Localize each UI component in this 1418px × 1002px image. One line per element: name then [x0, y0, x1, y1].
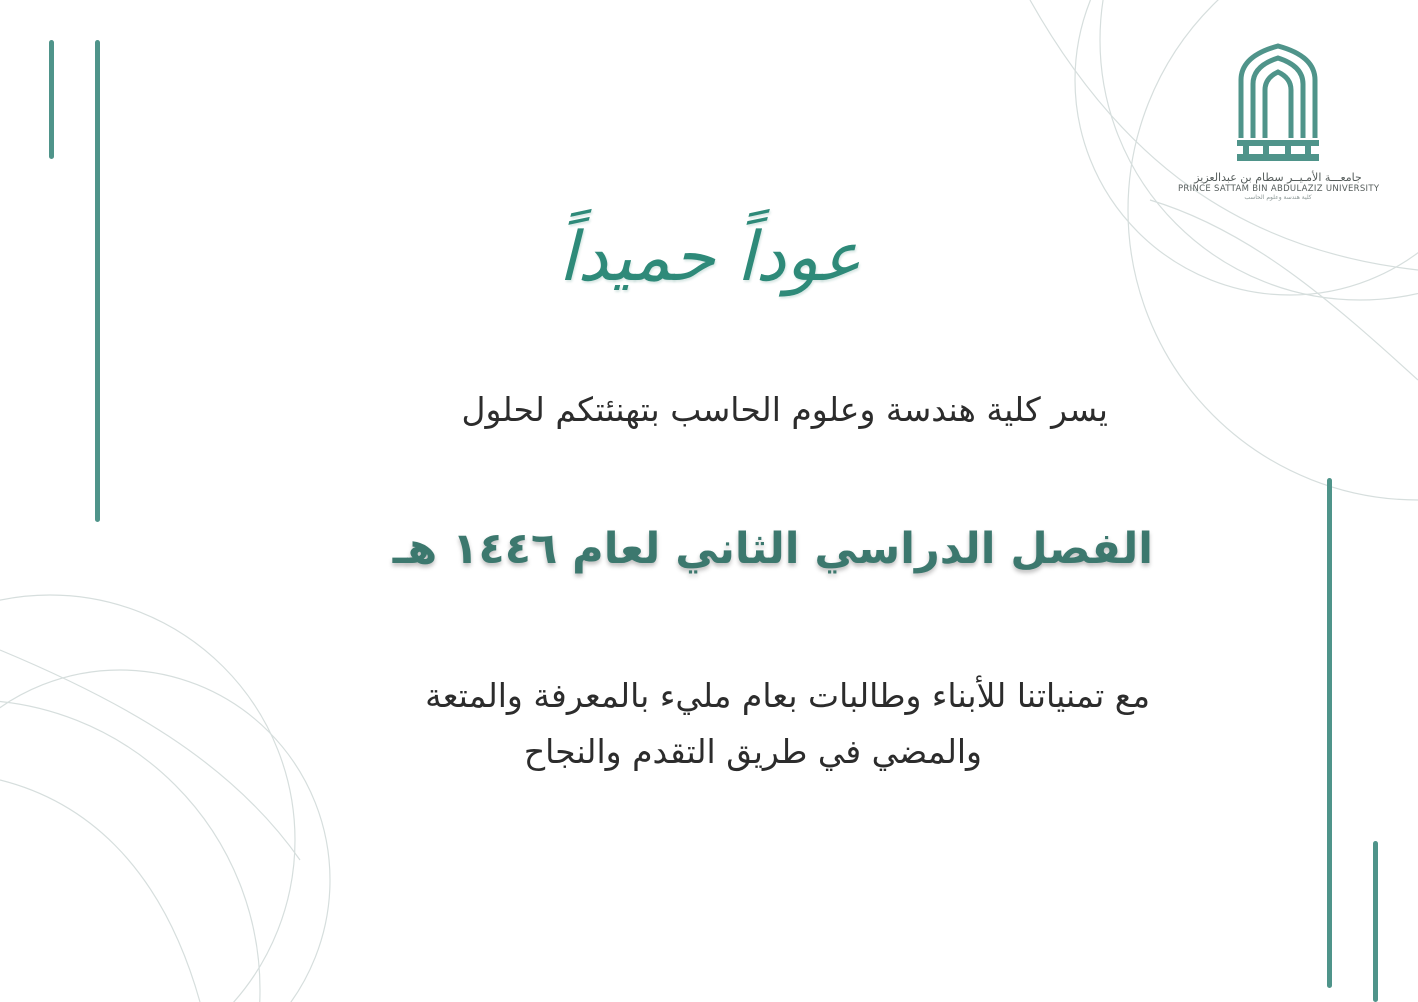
university-name-arabic: جامعـــة الأمـيــر سطام بن عبدالعزيز: [1194, 171, 1362, 184]
university-logo: [1178, 40, 1378, 201]
university-name-english: PRINCE SATTAM BIN ABDULAZIZ UNIVERSITY: [1178, 184, 1380, 194]
accent-bar-right-short: [1373, 841, 1378, 1002]
accent-bar-left-tall: [95, 40, 100, 522]
arch-mark-icon: [1233, 40, 1323, 165]
accent-bar-left: [49, 40, 54, 159]
college-name: كلية هندسة وعلوم الحاسب: [1244, 194, 1312, 201]
welcome-back-calligraphy: عوداً حميداً: [558, 218, 862, 297]
intro-text: يسر كلية هندسة وعلوم الحاسب بتهنئتكم لحلول: [461, 390, 1108, 429]
wishes-line-2: والمضي في طريق التقدم والنجاح: [523, 732, 982, 771]
accent-bar-right-tall: [1327, 478, 1332, 988]
semester-headline: الفصل الدراسي الثاني لعام ١٤٤٦ هـ: [392, 524, 1153, 574]
wishes-line-1: مع تمنياتنا للأبناء وطالبات بعام مليء بالمعرفة والمتعة: [425, 676, 1150, 715]
